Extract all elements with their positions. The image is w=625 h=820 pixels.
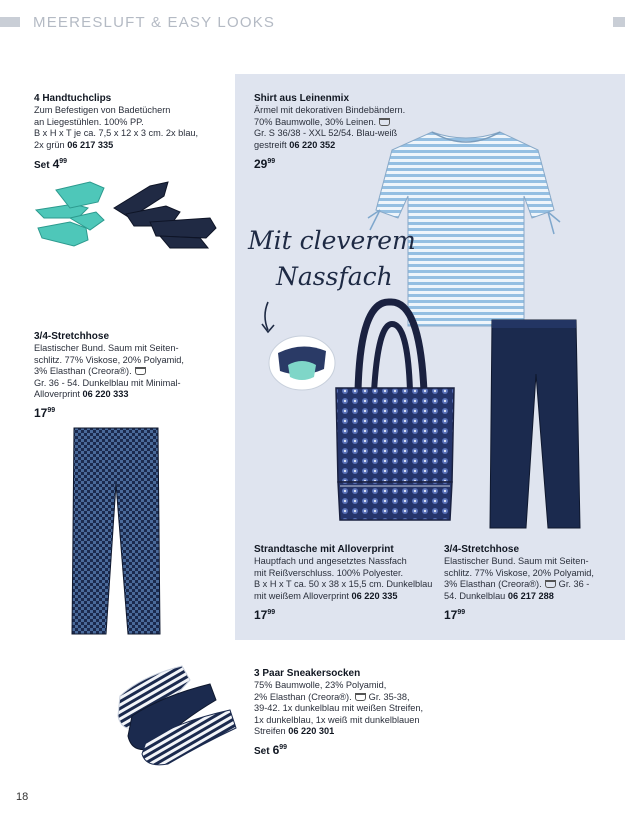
product-clips	[34, 93, 198, 171]
article-number: 06 220 333	[82, 389, 129, 400]
product-desc-line: gestreift	[254, 139, 287, 150]
product-desc-line: 75% Baumwolle, 23% Polyamid,	[254, 680, 387, 691]
product-desc-line: 2x grün	[34, 139, 65, 150]
product-desc-line: 1x dunkelblau, 1x weiß mit dunkelblauen	[254, 714, 420, 725]
product-desc-line: Elastischer Bund. Saum mit Seiten-	[444, 556, 589, 567]
price: Set $4^{99}$	[34, 157, 68, 172]
navy-stretch-pants-image	[484, 314, 584, 530]
header-corner-tab	[613, 17, 625, 27]
article-number: 06 217 335	[67, 139, 114, 150]
article-number: 06 217 288	[507, 590, 554, 601]
product-desc-line: Alloverprint	[34, 389, 80, 400]
product-desc-line: Ärmel mit dekorativen Bindebändern.	[254, 105, 406, 116]
price-prefix: Set	[254, 746, 270, 758]
product-desc-line: 3% Elasthan (Creora®).	[34, 366, 132, 377]
product-name: Shirt aus Leinenmix	[254, 93, 350, 104]
article-number: 06 220 301	[288, 726, 335, 737]
product-pants-left	[34, 331, 184, 420]
product-desc-line: Gr. 36 - 54. Dunkelblau mit Minimal-	[34, 377, 181, 388]
header-accent-bar	[0, 17, 20, 27]
price: $29^{99}$	[254, 157, 276, 172]
product-desc-line: an Liegestühlen. 100% PP.	[34, 116, 144, 127]
product-pants-right	[444, 544, 594, 621]
product-name: 3 Paar Sneakersocken	[254, 668, 361, 679]
callout-line-1: Mit cleverem	[248, 226, 416, 255]
product-desc-line: 2% Elasthan (Creora®).	[254, 691, 352, 702]
product-desc-line: 70% Baumwolle, 30% Leinen.	[254, 116, 377, 127]
price: $17^{99}$	[34, 406, 56, 421]
product-desc-line: 39-42. 1x dunkelblau mit weißen Streifen,	[254, 703, 424, 714]
product-name: 4 Handtuchclips	[34, 93, 112, 104]
price-prefix: Set	[34, 160, 50, 172]
product-beach-bag	[254, 544, 432, 621]
towel-clips-image	[30, 178, 220, 258]
product-desc-line: Gr. 36 -	[558, 579, 590, 590]
product-name: 3/4-Stretchhose	[444, 544, 520, 555]
product-desc-line: mit weißem Alloverprint	[254, 590, 349, 601]
sneaker-socks-image	[112, 656, 242, 768]
product-desc-line: Zum Befestigen von Badetüchern	[34, 105, 171, 116]
product-desc-line: Gr. S 36/38 - XXL 52/54. Blau-weiß	[254, 128, 398, 139]
product-desc-line: 3% Elasthan (Creora®).	[444, 579, 542, 590]
product-desc-line: schlitz. 77% Viskose, 20% Polyamid,	[444, 567, 594, 578]
product-desc-line: Gr. 35-38,	[368, 691, 410, 702]
arrow-down-icon	[258, 300, 278, 336]
wash-care-icon	[355, 693, 366, 701]
product-desc-line: mit Reißverschluss. 100% Polyester.	[254, 567, 404, 578]
article-number: 06 220 335	[351, 590, 398, 601]
product-desc-line: Hauptfach und angesetztes Nassfach	[254, 556, 407, 567]
page-number: 18	[16, 791, 29, 803]
price: $17^{99}$	[254, 608, 276, 623]
product-desc-line: B x H x T ca. 50 x 38 x 15,5 cm. Dunkelblau	[254, 579, 433, 590]
checkered-stretch-pants-image	[66, 424, 166, 638]
price: $17^{99}$	[444, 608, 466, 623]
section-title: MEERESLUFT & EASY LOOKS	[33, 14, 276, 31]
wash-care-icon	[135, 367, 146, 375]
wash-care-icon	[379, 118, 390, 126]
product-desc-line: schlitz. 77% Viskose, 20% Polyamid,	[34, 354, 184, 365]
product-desc-line: Streifen	[254, 726, 286, 737]
product-desc-line: B x H x T je ca. 7,5 x 12 x 3 cm. 2x blau,	[34, 128, 199, 139]
wet-pocket-inset-image	[268, 335, 336, 391]
wash-care-icon	[545, 580, 556, 588]
product-desc-line: 54. Dunkelblau	[444, 590, 506, 601]
article-number: 06 220 352	[289, 139, 336, 150]
beach-bag-image	[330, 296, 460, 524]
product-desc-line: Elastischer Bund. Saum mit Seiten-	[34, 343, 179, 354]
price: Set $6^{99}$	[254, 743, 288, 758]
product-name: 3/4-Stretchhose	[34, 331, 110, 342]
callout-line-2: Nassfach	[276, 262, 393, 291]
product-socks	[254, 668, 423, 758]
product-name: Strandtasche mit Alloverprint	[254, 544, 394, 555]
